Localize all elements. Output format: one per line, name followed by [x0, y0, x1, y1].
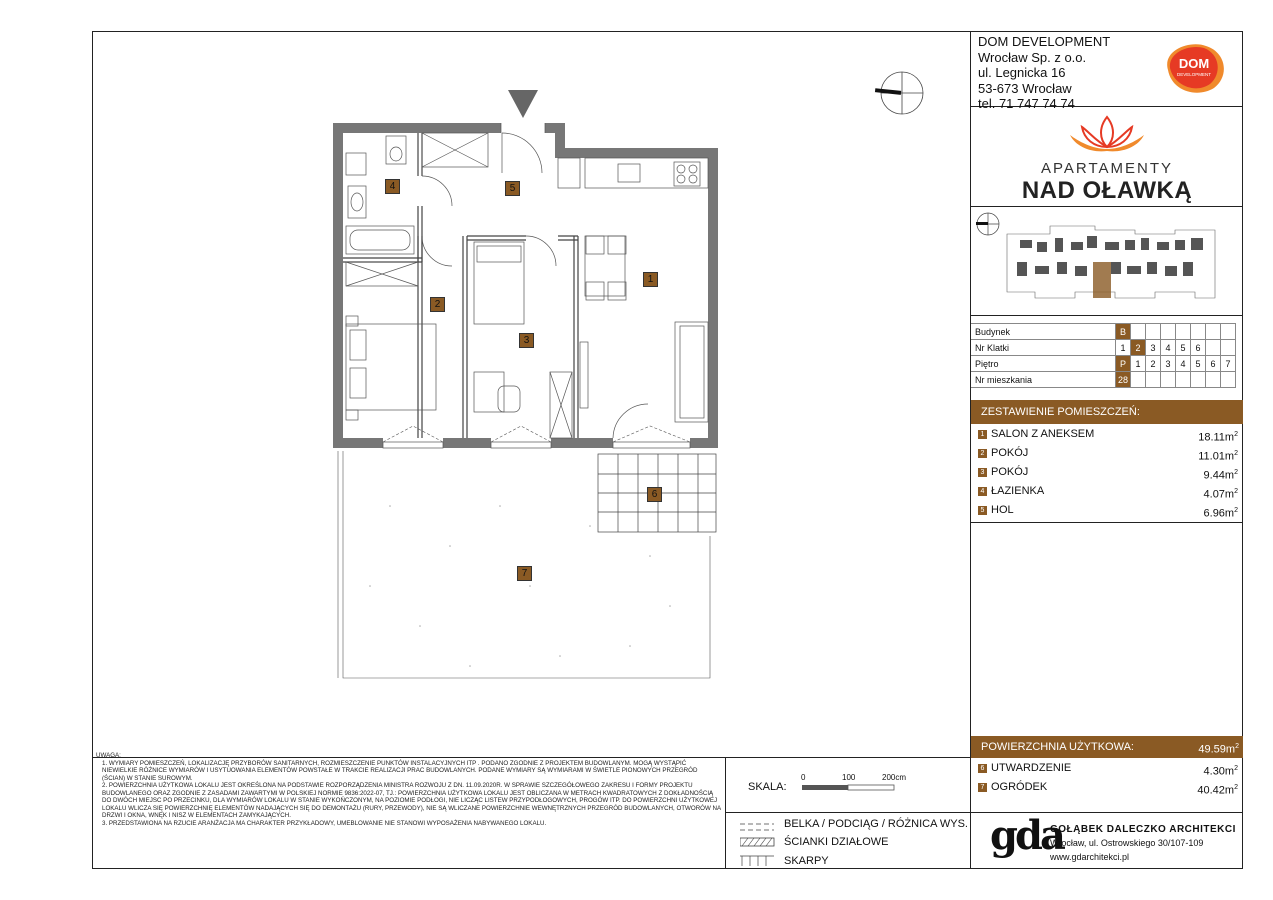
- klatka-cell: 6: [1191, 340, 1206, 356]
- svg-text:DEVELOPMENT: DEVELOPMENT: [1176, 72, 1212, 77]
- klatka-cell-selected: 2: [1131, 340, 1146, 356]
- room-row: [978, 483, 1240, 500]
- company-name: DOM DEVELOPMENT: [978, 34, 1111, 49]
- budynek-label: Budynek: [971, 324, 1116, 340]
- notes-title: UWAGA:: [96, 752, 121, 759]
- pietro-cell: 1: [1131, 356, 1146, 372]
- room-name: POKÓJ: [991, 447, 1029, 459]
- room-row: [978, 426, 1240, 443]
- area-unit-sup: 2: [1235, 743, 1239, 750]
- lotus-logo-icon: [1066, 113, 1148, 157]
- room-area-wrap: [1197, 779, 1238, 800]
- room-number: 2: [978, 449, 987, 458]
- notes: [96, 752, 721, 827]
- area-unit-sup: 2: [1234, 450, 1238, 457]
- room-area-wrap: [1198, 445, 1238, 466]
- room-row: [978, 502, 1240, 519]
- total-area-label: POWIERZCHNIA UŻYTKOWA:: [981, 741, 1134, 753]
- company-line2: Wrocław Sp. z o.o.: [978, 49, 1087, 65]
- area-unit-sup: 2: [1234, 507, 1238, 514]
- plan-label-6: 6: [647, 487, 662, 502]
- scale-tick: 200cm: [882, 773, 907, 782]
- architect-address: Wrocław, ul. Ostrowskiego 30/107-109: [1050, 838, 1204, 848]
- room-name: UTWARDZENIE: [991, 762, 1072, 774]
- svg-text:DOM: DOM: [1178, 56, 1210, 71]
- notes-divider-v: [725, 757, 726, 869]
- room-area-wrap: [1198, 426, 1238, 447]
- floor-plan: [330, 86, 730, 686]
- room-area: 18.11m: [1198, 431, 1235, 444]
- klatka-label: Nr Klatki: [971, 340, 1116, 356]
- budynek-value: B: [1116, 324, 1131, 340]
- klatka-cell: 3: [1146, 340, 1161, 356]
- mieszkanie-label: Nr mieszkania: [971, 372, 1116, 388]
- room-number: 5: [978, 506, 987, 515]
- plan-label-3: 3: [519, 333, 534, 348]
- note-item: 3. PRZEDSTAWIONA NA RZUCIE ARANŻACJA MA CHARAKTER PRZYKŁADOWY, UMEBLOWANIE NIE STANOWI WYPOSAŻENIA NABYWANEGO LOKALU.: [102, 819, 547, 827]
- room-area: 4.30m: [1203, 765, 1235, 778]
- klatka-cell: 4: [1161, 340, 1176, 356]
- plan-label-7: 7: [517, 566, 532, 581]
- note-item: 2. POWIERZCHNIA UŻYTKOWA LOKALU JEST OKREŚLONA NA PODSTAWIE ROZPORZĄDZENIA MINISTRA ROZWOJU Z DN. 11.09.2020R. W SPRAWIE SZCZEGÓŁOWEGO ZAKRESU I FORMY PROJEKTU BUDOWLANEGO ORAZ ZGODNIE Z ZASADAMI ZAWARTYMI W POLSKIEJ NORMIE 9836:2022-07, TJ.: POWIERZCHNIA UŻYTKOWA LOKALU JEST OBLICZANA W METRACH KWADRATOWYCH Z DOKŁADNOŚCIĄ DO DWÓCH MIEJSC PO PRZECINKU, DLA WYMIARÓW LOKALU W STANIE WYKOŃCZONYM, NA POZIOMIE PODŁOGI, NIE LICZĄC LISTEW PRZYPODŁOGOWYCH, PROGÓW ITP. DO POWIERZCHNI UŻYTKOWEJ LOKALU WLICZA SIĘ POWIERZCHNIĘ ELEMENTÓW NADAJĄCYCH SIĘ DO DEMONTAŻU (RURY, PRZEWODY), NIE SĄ WLICZANE POWIERZCHNIE WEWNĘTRZNYCH PRZEGRÓD BUDOWLANYCH, OTWORÓW NA DRZWI I OKNA, WNĘK I NISZ W ELEMENTACH ZAMYKAJĄCYCH.: [102, 782, 721, 819]
- room-area: 11.01m: [1198, 450, 1235, 463]
- legend-item-beam: BELKA / PODCIĄG / RÓŻNICA WYS.: [784, 818, 968, 830]
- area-unit-sup: 2: [1234, 431, 1238, 438]
- room-area: 4.07m: [1203, 488, 1235, 501]
- klatka-cell: 5: [1176, 340, 1191, 356]
- pietro-cell: 2: [1146, 356, 1161, 372]
- legend-symbols: [740, 822, 776, 868]
- pietro-cell: 3: [1161, 356, 1176, 372]
- divider: [970, 522, 1243, 523]
- room-number: 7: [978, 783, 987, 792]
- mieszkanie-value: 28: [1116, 372, 1131, 388]
- gda-logo: gda: [990, 812, 1063, 859]
- plan-label-4: 4: [385, 179, 400, 194]
- rooms-header: ZESTAWIENIE POMIESZCZEŃ:: [971, 400, 1243, 424]
- legend-item-slopes: SKARPY: [784, 855, 829, 867]
- room-area: 9.44m: [1203, 469, 1235, 482]
- architect-name: GOŁĄBEK DALECZKO ARCHITEKCI: [1050, 824, 1236, 835]
- room-number: 4: [978, 487, 987, 496]
- room-number: 6: [978, 764, 987, 773]
- brand-line2: NAD OŁAWKĄ: [1021, 177, 1193, 204]
- area-unit-sup: 2: [1234, 469, 1238, 476]
- room-number: 3: [978, 468, 987, 477]
- dom-development-logo: [1160, 40, 1228, 96]
- company-info: [978, 34, 1110, 112]
- pietro-cell: 5: [1191, 356, 1206, 372]
- plan-label-1: 1: [643, 272, 658, 287]
- klatka-cell: 1: [1116, 340, 1131, 356]
- plan-label-5: 5: [505, 181, 520, 196]
- architect-web: www.gdarchitekci.pl: [1050, 852, 1130, 862]
- area-unit-sup: 2: [1234, 765, 1238, 772]
- brand-block: [971, 107, 1243, 207]
- pietro-cell: 4: [1176, 356, 1191, 372]
- legend-item-partition: ŚCIANKI DZIAŁOWE: [784, 836, 889, 848]
- pietro-cell-selected: P: [1116, 356, 1131, 372]
- pietro-cell: 6: [1206, 356, 1221, 372]
- apartment-info-table: [971, 323, 1236, 388]
- total-area-value: 49.59m: [1198, 743, 1236, 756]
- legend-divider: [725, 812, 970, 813]
- total-area-row: [971, 736, 1243, 758]
- company-phone: tel. 71 747 74 74: [978, 96, 1075, 111]
- room-name: ŁAZIENKA: [991, 485, 1045, 497]
- room-area: 6.96m: [1203, 507, 1235, 520]
- room-area-wrap: [1204, 483, 1238, 504]
- room-number: 1: [978, 430, 987, 439]
- divider: [970, 315, 1243, 316]
- key-plan: [975, 212, 1240, 310]
- extra-area-row: [978, 779, 1240, 796]
- room-area: 40.42m: [1197, 784, 1235, 797]
- room-area-wrap: [1204, 464, 1238, 485]
- room-area-wrap: [1204, 760, 1238, 781]
- room-name: POKÓJ: [991, 466, 1029, 478]
- room-row: [978, 464, 1240, 481]
- room-area-wrap: [1204, 502, 1238, 523]
- room-name: HOL: [991, 504, 1014, 516]
- company-city: 53-673 Wrocław: [978, 80, 1072, 96]
- area-unit-sup: 2: [1234, 784, 1238, 791]
- room-name: OGRÓDEK: [991, 781, 1048, 793]
- plan-label-2: 2: [430, 297, 445, 312]
- room-row: [978, 445, 1240, 462]
- compass-icon: [872, 68, 932, 118]
- company-street: ul. Legnicka 16: [978, 65, 1066, 80]
- scale-tick: 100: [842, 773, 856, 782]
- extra-area-row: [978, 760, 1240, 777]
- area-unit-sup: 2: [1234, 488, 1238, 495]
- scale-bar: [802, 784, 902, 792]
- scale-tick: 0: [801, 773, 806, 782]
- note-item: 1. WYMIARY POMIESZCZEŃ, LOKALIZACJĘ PRZYBORÓW SANITARNYCH, ROZMIESZCZENIE PUNKTÓW INSTALACYJNYCH ITP . PODANO ZGODNIE Z PROJEKTEM BUDOWLANYM. MOGĄ WYSTĄPIĆ NIEWIELKIE RÓŻNICE WYMIARÓW I USYTUOWANIA ELEMENTÓW POWSTAŁE W TRAKCIE REALIZACJI PRAC BUDOWLANYCH. PODANE WYMIARY SĄ WYMIARAMI W ŚWIETLE PIONOWYCH PRZEGRÓD (ŚCIAN) W STANIE SUROWYM.: [102, 759, 698, 782]
- brand-line1: APARTAMENTY: [1040, 160, 1174, 177]
- room-name: SALON Z ANEKSEM: [991, 428, 1095, 440]
- pietro-cell: 7: [1221, 356, 1236, 372]
- total-area-value-wrap: [1198, 736, 1239, 761]
- pietro-label: Piętro: [971, 356, 1116, 372]
- scale-label: SKALA:: [748, 781, 787, 793]
